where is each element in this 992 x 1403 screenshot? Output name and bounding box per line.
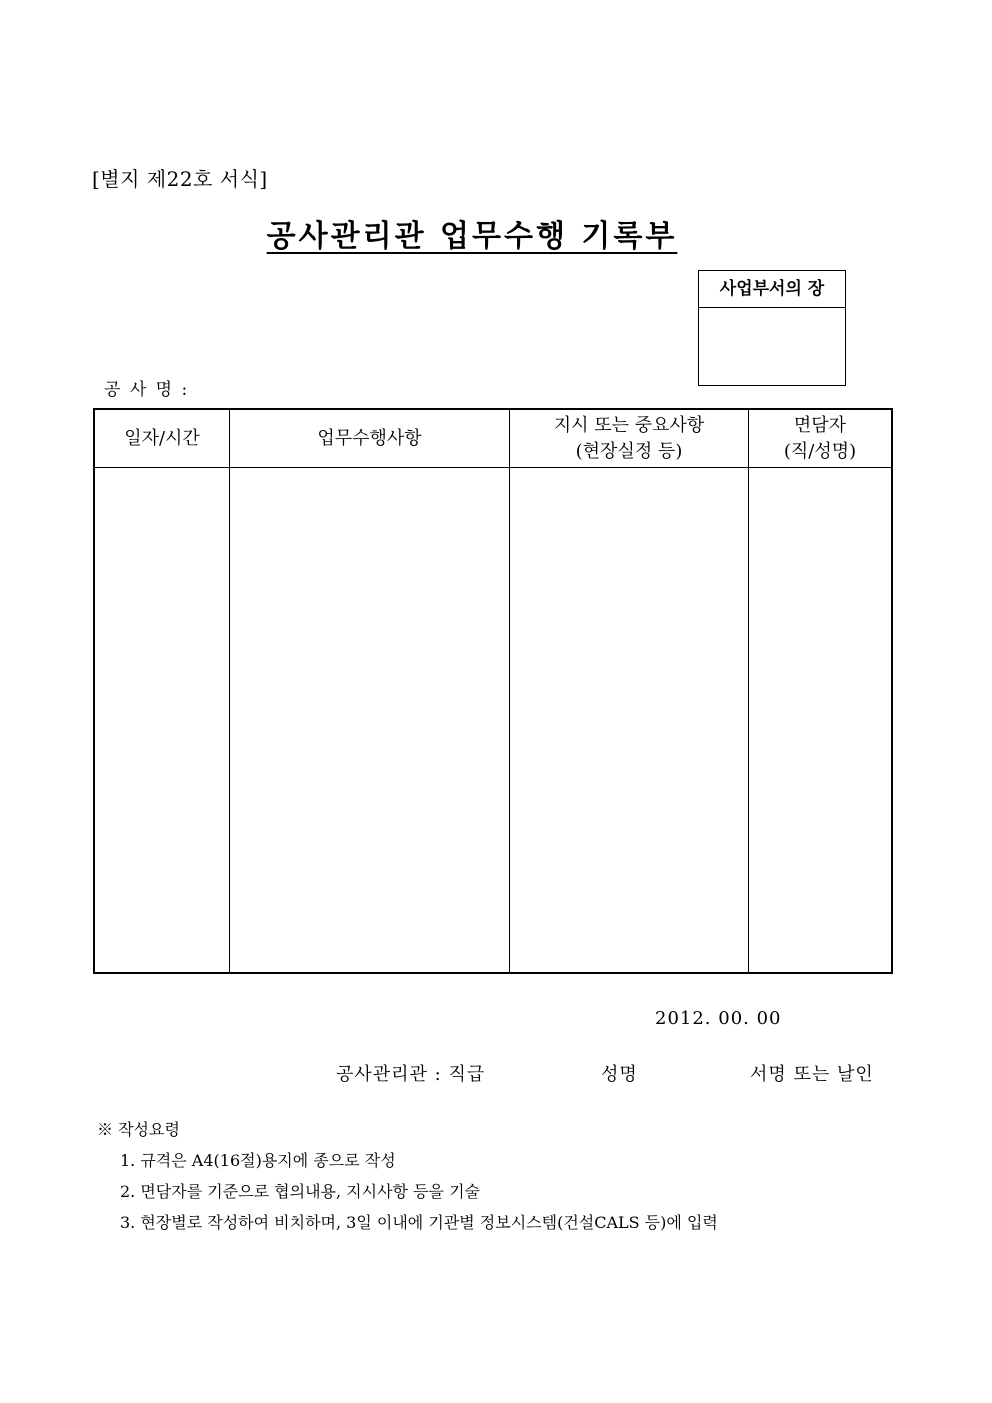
duties-entry-cell[interactable]: [230, 468, 510, 972]
writing-guidelines: [97, 1114, 718, 1238]
column-header-instructions-label: 지시 또는 중요사항: [553, 414, 705, 436]
column-header-duties: [230, 410, 510, 468]
signature-seal-label: 서명 또는 날인: [750, 1064, 874, 1085]
guideline-item: 1. 규격은 A4(16절)용지에 종으로 작성: [120, 1151, 396, 1170]
approval-signature-area[interactable]: [699, 308, 845, 386]
form-number-label: [별지 제22호 서식]: [92, 167, 268, 191]
document-title: [0, 211, 944, 255]
document-title-text: 공사관리관 업무수행 기록부: [266, 219, 678, 254]
document-date: 2012. 00. 00: [655, 1008, 782, 1029]
column-header-duties-label: 업무수행사항: [317, 427, 422, 449]
guidelines-heading: ※ 작성요령: [97, 1120, 180, 1139]
column-header-datetime: [95, 410, 230, 468]
officer-rank-label: 공사관리관 : 직급: [336, 1064, 486, 1085]
column-header-instructions: [510, 410, 749, 468]
column-header-datetime-label: 일자/시간: [124, 427, 200, 449]
datetime-entry-cell[interactable]: [95, 468, 230, 972]
column-header-interviewee-label: 면담자: [793, 414, 847, 436]
guideline-item: 2. 면담자를 기준으로 협의내용, 지시사항 등을 기술: [120, 1182, 480, 1201]
column-header-interviewee-sublabel: (직/성명): [783, 440, 857, 462]
approval-header: 사업부서의 장: [699, 271, 845, 308]
interviewee-entry-cell[interactable]: [749, 468, 891, 972]
instructions-entry-cell[interactable]: [510, 468, 749, 972]
column-header-interviewee: [749, 410, 891, 468]
column-header-instructions-sublabel: (현장실정 등): [575, 440, 683, 462]
officer-name-label: 성명: [601, 1064, 638, 1085]
guideline-item: 3. 현장별로 작성하여 비치하며, 3일 이내에 기관별 정보시스템(건설CALS 등)에 입력: [120, 1213, 718, 1232]
approval-box: [698, 270, 846, 386]
work-log-table: [93, 408, 893, 974]
project-name-label: 공 사 명 :: [104, 380, 190, 400]
